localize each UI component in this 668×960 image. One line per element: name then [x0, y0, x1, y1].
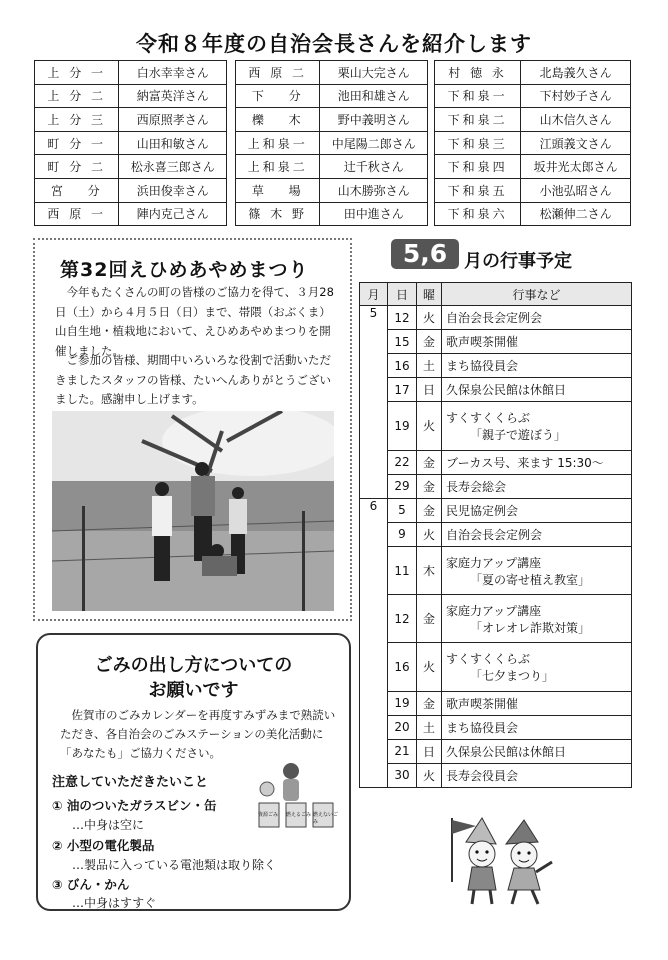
chief-row [435, 61, 631, 85]
chief-row [435, 84, 631, 108]
schedule-day: 22 [388, 450, 417, 474]
schedule-weekday: 金 [417, 474, 442, 498]
schedule-header-row [360, 283, 632, 306]
schedule-row [360, 763, 632, 787]
schedule-row [360, 450, 632, 474]
schedule-row [360, 306, 632, 330]
chief-row [35, 202, 227, 226]
schedule-day: 20 [388, 715, 417, 739]
chief-name: 山田和敏さん [119, 131, 227, 155]
district-name: 宮 分 [35, 178, 119, 202]
district-name: 下和泉三 [435, 131, 521, 155]
chiefs-table-2 [235, 60, 428, 226]
schedule-day: 16 [388, 643, 417, 691]
schedule-months-badge: 5,6 [391, 239, 459, 269]
chief-name: 山木勝弥さん [320, 178, 428, 202]
schedule-month [360, 739, 388, 763]
schedule-weekday: 火 [417, 402, 442, 450]
schedule-month: 5 [360, 306, 388, 330]
schedule-event [442, 739, 632, 763]
schedule-event-text: 歌声喫茶開催 [446, 335, 519, 350]
schedule-table [359, 282, 632, 788]
schedule-month [360, 330, 388, 354]
schedule-weekday: 金 [417, 450, 442, 474]
schedule-row [360, 691, 632, 715]
chief-name: 栗山大完さん [320, 61, 428, 85]
schedule-month [360, 354, 388, 378]
garbage-title-line2: お願いです [148, 680, 239, 701]
schedule-event-text: 久保泉公民館は休館日 [446, 744, 567, 759]
district-name: 上 分 三 [35, 108, 119, 132]
schedule-weekday: 金 [417, 498, 442, 522]
schedule-day: 17 [388, 378, 417, 402]
garbage-item-2: ② 小型の電化製品 [52, 838, 155, 853]
chief-row [35, 178, 227, 202]
chief-name: 北島義久さん [521, 61, 631, 85]
schedule-event [442, 306, 632, 330]
chief-row [435, 178, 631, 202]
schedule-day: 9 [388, 522, 417, 546]
schedule-event-text: 家庭力アップ講座 [446, 555, 542, 570]
district-name: 村 徳 永 [435, 61, 521, 85]
schedule-day: 29 [388, 474, 417, 498]
schedule-weekday: 木 [417, 546, 442, 594]
district-name: 上 分 一 [35, 61, 119, 85]
chief-name: 下村妙子さん [521, 84, 631, 108]
schedule-weekday: 土 [417, 354, 442, 378]
festival-paragraph-1: 今年もたくさんの町の皆様のご協力を得て、３月28日（土）から４月５日（日）まで、帯隈（おぶくま）山自生地・植栽地において、えひめあやめまつりを開催しました。 [55, 285, 334, 358]
chief-row [236, 155, 428, 179]
schedule-event-subtitle: 「夏の寄せ植え教室」 [470, 572, 591, 587]
schedule-event [442, 546, 632, 594]
district-name: 下 分 [236, 84, 320, 108]
chief-row [35, 61, 227, 85]
chiefs-table-3 [434, 60, 631, 226]
schedule-month [360, 474, 388, 498]
festival-paragraph-2: ご参加の皆様、期間中いろいろな役割で活動いただきましたスタッフの皆様、たいへんありがとうございました。感謝申し上げます。 [55, 353, 331, 406]
schedule-event-text: 長寿会総会 [446, 479, 507, 494]
district-name: 篠 木 野 [236, 202, 320, 226]
district-name: 西 原 二 [236, 61, 320, 85]
garbage-item-1: ① 油のついたガラスビン・缶 [52, 798, 217, 813]
chief-name: 白水幸幸さん [119, 61, 227, 85]
schedule-row [360, 715, 632, 739]
chief-row [435, 108, 631, 132]
district-name: 上和泉二 [236, 155, 320, 179]
schedule-event-text: すくすくくらぶ [446, 651, 531, 666]
chief-name: 山木信久さん [521, 108, 631, 132]
chief-row [35, 108, 227, 132]
schedule-row [360, 595, 632, 643]
district-name: 草 場 [236, 178, 320, 202]
schedule-month [360, 595, 388, 643]
district-name: 下和泉四 [435, 155, 521, 179]
chief-name: 辻千秋さん [320, 155, 428, 179]
garbage-notes-heading: 注意していただきたいこと [52, 775, 209, 790]
schedule-day: 30 [388, 763, 417, 787]
schedule-month [360, 450, 388, 474]
schedule-event-text: 自治会長会定例会 [446, 311, 543, 326]
schedule-weekday: 金 [417, 691, 442, 715]
schedule-weekday: 火 [417, 522, 442, 546]
festival-photo [52, 411, 334, 611]
chief-row [435, 155, 631, 179]
schedule-day: 11 [388, 546, 417, 594]
schedule-day: 19 [388, 402, 417, 450]
schedule-row [360, 498, 632, 522]
chief-row [236, 108, 428, 132]
schedule-event [442, 643, 632, 691]
garbage-item-2-note: …製品に入っている電池類は取り除く [72, 858, 277, 872]
schedule-weekday: 日 [417, 378, 442, 402]
schedule-row [360, 330, 632, 354]
chief-row [435, 202, 631, 226]
chiefs-table-1 [34, 60, 227, 226]
schedule-day: 12 [388, 595, 417, 643]
garbage-item-1-note: …中身は空に [72, 818, 145, 832]
header-event: 行事など [442, 283, 632, 306]
chief-name: 野中義明さん [320, 108, 428, 132]
chief-row [435, 131, 631, 155]
chief-name: 小池弘昭さん [521, 178, 631, 202]
district-name: 下和泉五 [435, 178, 521, 202]
chief-name: 浜田俊幸さん [119, 178, 227, 202]
schedule-event-text: すくすくくらぶ [446, 410, 531, 425]
schedule-weekday: 火 [417, 306, 442, 330]
festival-title: 第32回えひめあやめまつり [60, 259, 309, 281]
schedule-month [360, 546, 388, 594]
schedule-weekday: 金 [417, 595, 442, 643]
schedule-month [360, 643, 388, 691]
schedule-weekday: 日 [417, 739, 442, 763]
chief-name: 陣内克己さん [119, 202, 227, 226]
district-name: 下和泉六 [435, 202, 521, 226]
schedule-month [360, 378, 388, 402]
chief-row [236, 131, 428, 155]
garbage-station-illustration [253, 757, 339, 829]
district-name: 上 分 二 [35, 84, 119, 108]
chief-name: 池田和雄さん [320, 84, 428, 108]
schedule-day: 21 [388, 739, 417, 763]
schedule-weekday: 火 [417, 763, 442, 787]
schedule-row [360, 474, 632, 498]
chief-row [236, 61, 428, 85]
schedule-day: 5 [388, 498, 417, 522]
schedule-event-subtitle: 「オレオレ詐欺対策」 [470, 620, 591, 635]
schedule-title: 月の行事予定 [464, 251, 572, 272]
garbage-paragraph: 佐賀市のごみカレンダーを再度すみずみまで熟読いただき、各自治会のごみステーションの美化活動に「あなたも」ご協力ください。 [60, 708, 336, 760]
schedule-event [442, 402, 632, 450]
garbage-item-3-note: …中身はすすぐ [72, 896, 157, 910]
schedule-event [442, 330, 632, 354]
schedule-event [442, 522, 632, 546]
header-weekday: 曜 [417, 283, 442, 306]
schedule-event-text: 自治会長会定例会 [446, 527, 543, 542]
chief-name: 納富英洋さん [119, 84, 227, 108]
schedule-event [442, 763, 632, 787]
schedule-event-subtitle: 「親子で遊ぼう」 [470, 427, 567, 442]
schedule-day: 15 [388, 330, 417, 354]
chief-name: 中尾陽二郎さん [320, 131, 428, 155]
chief-row [236, 178, 428, 202]
schedule-event [442, 450, 632, 474]
schedule-event [442, 595, 632, 643]
schedule-row [360, 643, 632, 691]
chief-row [236, 84, 428, 108]
chief-name: 江頭義文さん [521, 131, 631, 155]
schedule-month [360, 715, 388, 739]
schedule-month [360, 691, 388, 715]
schedule-weekday: 土 [417, 715, 442, 739]
schedule-event-text: 久保泉公民館は休館日 [446, 383, 567, 398]
schedule-event-text: 家庭力アップ講座 [446, 603, 542, 618]
chief-name: 坂井光太郎さん [521, 155, 631, 179]
schedule-event [442, 354, 632, 378]
mascot-illustration [432, 812, 562, 908]
schedule-event-text: まち協役員会 [446, 720, 519, 735]
district-name: 町 分 一 [35, 131, 119, 155]
bin-label-1: 資源ごみ [258, 812, 279, 818]
schedule-event-text: まち協役員会 [446, 359, 519, 374]
schedule-month: 6 [360, 498, 388, 522]
schedule-weekday: 金 [417, 330, 442, 354]
schedule-event [442, 378, 632, 402]
schedule-event-text: ブーカス号、来ます 15:30～ [446, 455, 604, 470]
chief-name: 松永喜三郎さん [119, 155, 227, 179]
district-name: 上和泉一 [236, 131, 320, 155]
schedule-row [360, 739, 632, 763]
schedule-event [442, 474, 632, 498]
schedule-day: 16 [388, 354, 417, 378]
garbage-item-3: ③ びん・かん [52, 877, 130, 892]
bin-label-3: 燃えないごみ [313, 812, 339, 825]
schedule-row [360, 378, 632, 402]
chief-name: 松瀬伸二さん [521, 202, 631, 226]
chief-row [35, 84, 227, 108]
schedule-event-text: 民児協定例会 [446, 503, 519, 518]
district-name: 西 原 一 [35, 202, 119, 226]
schedule-event-subtitle: 「七夕まつり」 [470, 668, 555, 683]
chief-row [236, 202, 428, 226]
schedule-row [360, 546, 632, 594]
district-name: 下和泉一 [435, 84, 521, 108]
chief-row [35, 155, 227, 179]
schedule-row [360, 522, 632, 546]
schedule-event-text: 長寿会役員会 [446, 768, 519, 783]
schedule-event [442, 498, 632, 522]
chief-row [35, 131, 227, 155]
district-name: 下和泉二 [435, 108, 521, 132]
schedule-month [360, 522, 388, 546]
schedule-day: 12 [388, 306, 417, 330]
schedule-weekday: 火 [417, 643, 442, 691]
page-title: 令和８年度の自治会長さんを紹介します [136, 32, 532, 56]
header-day: 日 [388, 283, 417, 306]
header-month: 月 [360, 283, 388, 306]
schedule-month [360, 402, 388, 450]
bin-label-2: 燃えるごみ [286, 812, 312, 818]
chief-name: 西原照孝さん [119, 108, 227, 132]
district-name: 町 分 二 [35, 155, 119, 179]
garbage-title-line1: ごみの出し方についての [94, 655, 293, 676]
schedule-row [360, 354, 632, 378]
schedule-event-text: 歌声喫茶開催 [446, 696, 519, 711]
schedule-row [360, 402, 632, 450]
schedule-event [442, 691, 632, 715]
district-name: 櫟 木 [236, 108, 320, 132]
schedule-event [442, 715, 632, 739]
chief-name: 田中進さん [320, 202, 428, 226]
schedule-day: 19 [388, 691, 417, 715]
schedule-month [360, 763, 388, 787]
